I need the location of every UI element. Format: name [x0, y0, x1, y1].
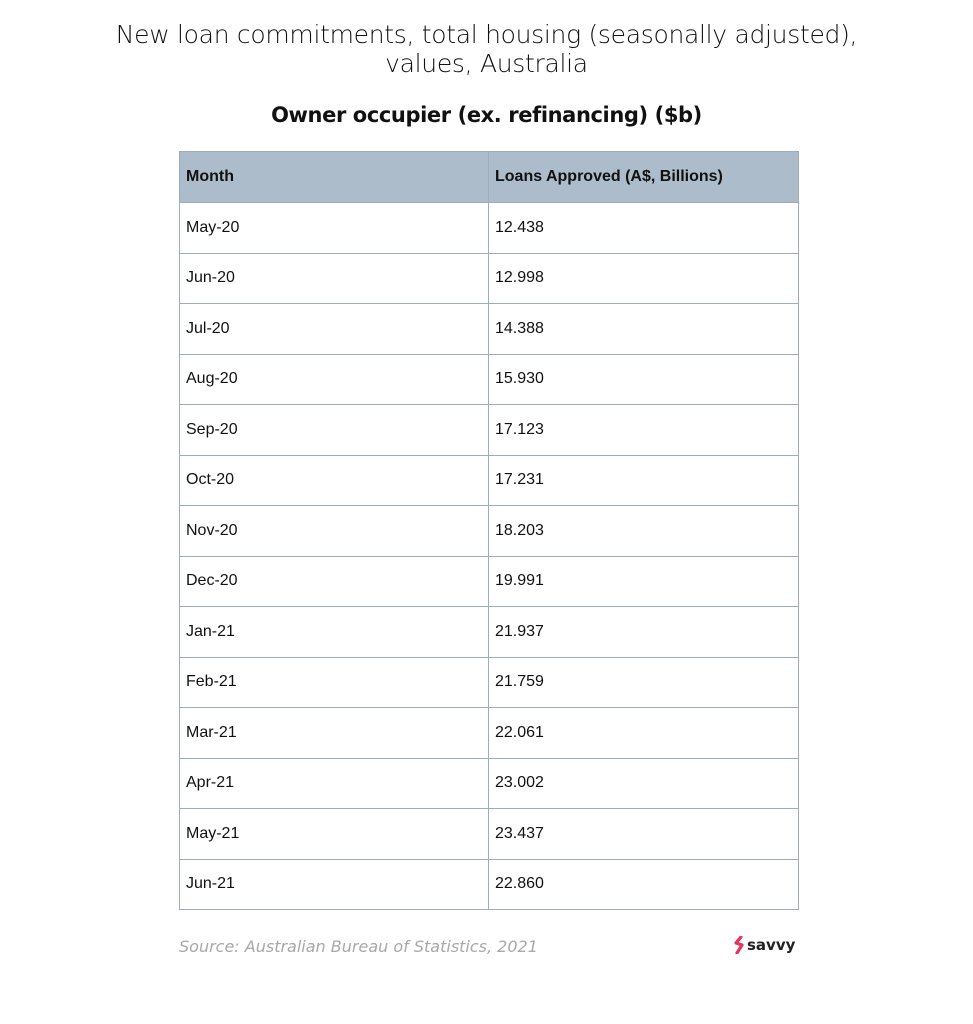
title-line-1: New loan commitments, total housing (seasonally adjusted),: [115, 20, 858, 49]
source-caption: Source: Australian Bureau of Statistics, 2021: [179, 937, 538, 956]
month-cell: May-21: [180, 809, 489, 860]
savvy-logo-text: savvy: [747, 936, 796, 954]
table-row: [180, 203, 799, 254]
month-cell: Mar-21: [180, 708, 489, 759]
table-row: [180, 405, 799, 456]
page-title: [0, 20, 973, 78]
month-cell: Jun-20: [180, 253, 489, 304]
value-cell: 17.231: [489, 455, 799, 506]
value-cell: 15.930: [489, 354, 799, 405]
value-cell: 22.061: [489, 708, 799, 759]
month-cell: Jan-21: [180, 607, 489, 658]
column-header-loans: Loans Approved (A$, Billions): [489, 152, 799, 203]
month-cell: Dec-20: [180, 556, 489, 607]
table-row: [180, 455, 799, 506]
value-cell: 21.937: [489, 607, 799, 658]
value-cell: 19.991: [489, 556, 799, 607]
value-cell: 18.203: [489, 506, 799, 557]
table-row: [180, 253, 799, 304]
title-line-2: values, Australia: [385, 49, 588, 78]
value-cell: 14.388: [489, 304, 799, 355]
table-row: [180, 607, 799, 658]
savvy-logo-icon: [733, 936, 745, 954]
month-cell: Jul-20: [180, 304, 489, 355]
table-row: [180, 758, 799, 809]
table-row: [180, 859, 799, 910]
table-row: [180, 506, 799, 557]
table-row: [180, 809, 799, 860]
table-row: [180, 657, 799, 708]
month-cell: Aug-20: [180, 354, 489, 405]
month-cell: Oct-20: [180, 455, 489, 506]
value-cell: 23.002: [489, 758, 799, 809]
value-cell: 12.438: [489, 203, 799, 254]
month-cell: Apr-21: [180, 758, 489, 809]
column-header-month: Month: [180, 152, 489, 203]
table-row: [180, 304, 799, 355]
month-cell: Nov-20: [180, 506, 489, 557]
table-row: [180, 708, 799, 759]
value-cell: 17.123: [489, 405, 799, 456]
month-cell: Feb-21: [180, 657, 489, 708]
loans-table: [179, 151, 799, 910]
value-cell: 21.759: [489, 657, 799, 708]
table-subtitle: Owner occupier (ex. refinancing) ($b): [271, 103, 702, 127]
value-cell: 12.998: [489, 253, 799, 304]
value-cell: 22.860: [489, 859, 799, 910]
table-row: [180, 354, 799, 405]
value-cell: 23.437: [489, 809, 799, 860]
month-cell: May-20: [180, 203, 489, 254]
month-cell: Jun-21: [180, 859, 489, 910]
savvy-logo: [733, 936, 795, 954]
table-header-row: [180, 152, 799, 203]
month-cell: Sep-20: [180, 405, 489, 456]
table-row: [180, 556, 799, 607]
